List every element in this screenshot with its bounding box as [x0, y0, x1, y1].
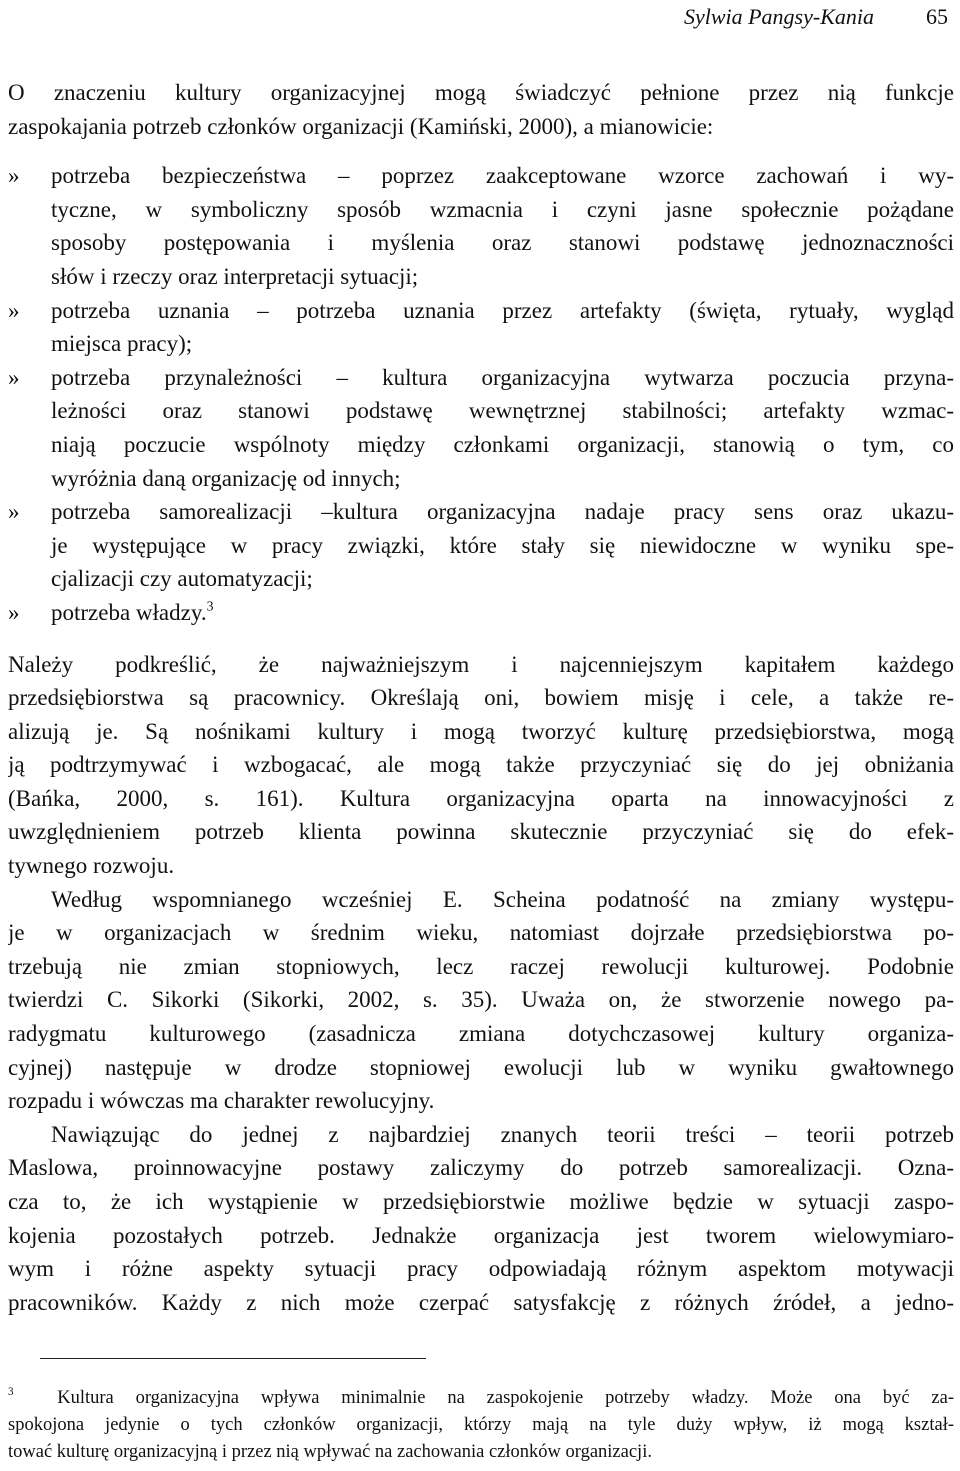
text-line: (Bańka, 2000, s. 161). Kultura organizacyjna oparta na innowacyjności z: [8, 785, 954, 811]
text-line: trzebują nie zmian stopniowych, lecz raczej rewolucji kulturowej. Podobnie: [8, 953, 954, 979]
text-line: rozpadu i wówczas ma charakter rewolucyjny.: [8, 1088, 435, 1114]
bullet-marker: »: [8, 163, 20, 189]
text-line: słów i rzeczy oraz interpretacji sytuacji;: [51, 263, 419, 289]
paragraph: [8, 648, 954, 883]
text-line: potrzeba samorealizacji –kultura organizacyjna nadaje pracy sens oraz ukazu-: [51, 499, 954, 525]
text-line: sposoby postępowania i myślenia oraz stanowi podstawę jednoznaczności: [51, 230, 954, 256]
footnotes: [8, 1385, 954, 1466]
text-line: O znaczeniu kultury organizacyjnej mogą świadczyć pełnione przez nią funkcje: [8, 80, 954, 105]
page-number: 65: [926, 4, 948, 29]
paragraph: [8, 1118, 954, 1320]
bullet-list: [8, 159, 954, 629]
paragraph: [8, 883, 954, 1118]
text-line: kojenia pozostałych potrzeb. Jednakże organizacja jest tworem wielowymiaro-: [8, 1222, 954, 1248]
footnote-line: spokojona jedynie o tych członków organizacji, którzy mają na tyle duży wpływ, iż mogą kształ-: [8, 1415, 954, 1435]
text-line: potrzeba uznania – potrzeba uznania przez artefakty (święta, rytuały, wygląd: [51, 297, 954, 323]
text-line: pracowników. Każdy z nich może czerpać satysfakcję z różnych źródeł, a jedno-: [8, 1289, 954, 1315]
footnote: [8, 1385, 954, 1466]
list-item: [8, 159, 954, 293]
text-line: niają poczucie wspólnoty między członkami organizacji, stanowią o tym, co: [51, 431, 954, 457]
text-line: radygmatu kulturowego (zasadnicza zmiana dotychczasowej kultury organiza-: [8, 1021, 954, 1047]
footnote-line: tować kulturę organizacyjną i przez nią wpływać na zachowania członków organizacji.: [8, 1442, 652, 1462]
running-header: [684, 3, 948, 31]
text-line: uwzględnieniem potrzeb klienta powinna skutecznie przyczyniać się do efek-: [8, 819, 954, 845]
text-line: Maslowa, proinnowacyjne postawy zaliczymy do potrzeb samorealizacji. Ozna-: [8, 1155, 954, 1181]
text-line: potrzeba przynależności – kultura organizacyjna wytwarza poczucia przyna-: [51, 364, 954, 390]
text-line: Należy podkreślić, że najważniejszym i najcenniejszym kapitałem każdego: [8, 651, 954, 677]
bullet-marker: »: [8, 599, 20, 625]
text-line: cyjnej) następuje w drodze stopniowej ewolucji lub w wyniku gwałtownego: [8, 1054, 954, 1080]
footnote-number: 3: [8, 1386, 14, 1399]
footnote-line: [8, 1385, 954, 1412]
text-line: wyróżnia daną organizację od innych;: [51, 465, 401, 491]
footnote-separator: [40, 1358, 426, 1359]
footnote-text: Kultura organizacyjna wpływa minimalnie na zaspokojenie potrzeby władzy. Może ona być za-: [57, 1388, 954, 1408]
text-line: cza to, że ich wystąpienie w przedsiębiorstwie możliwe będzie w sytuacji zaspo-: [8, 1189, 954, 1214]
text-line: leżności oraz stanowi podstawę wewnętrznej stabilności; artefakty wzmac-: [51, 398, 954, 424]
text-line: miejsca pracy);: [51, 331, 193, 357]
text-line: wym i różne aspekty sytuacji pracy odpowiadają różnym aspektom motywacji: [8, 1256, 954, 1282]
list-item: [8, 361, 954, 495]
text-line: tywnego rozwoju.: [8, 853, 175, 879]
text-line: Według wspomnianego wcześniej E. Scheina podatność na zmiany występu-: [51, 886, 954, 912]
text-line: potrzeba bezpieczeństwa – poprzez zaakceptowane wzorce zachowań i wy-: [51, 163, 954, 189]
header-author: Sylwia Pangsy-Kania: [683, 4, 874, 29]
bullet-marker: »: [8, 364, 20, 390]
text-line: je występujące w pracy związki, które stały się niewidoczne w wyniku spe-: [51, 532, 954, 558]
footnote-reference[interactable]: 3: [206, 598, 214, 614]
text-line: cjalizacji czy automatyzacji;: [51, 566, 313, 592]
list-item: [8, 596, 954, 630]
text-line: je w organizacjach w średnim wieku, natomiast dojrzałe przedsiębiorstwa po-: [8, 920, 954, 946]
bullet-marker: »: [8, 297, 20, 323]
list-item: [8, 294, 954, 361]
text-line: potrzeba władzy.: [51, 599, 207, 625]
text-line: twierdzi C. Sikorki (Sikorki, 2002, s. 35). Uważa on, że stworzenie nowego pa-: [8, 987, 954, 1013]
list-item-last: [8, 596, 954, 630]
bullet-marker: »: [8, 499, 20, 525]
intro-paragraph: [8, 76, 954, 143]
list-item: [8, 495, 954, 596]
text-line: zaspokajania potrzeb członków organizacji (Kamiński, 2000), a mianowicie:: [8, 113, 714, 139]
body-text: [8, 76, 954, 1319]
text-line: alizują je. Są nośnikami kultury i mogą tworzyć kulturę przedsiębiorstwa, mogą: [8, 718, 954, 744]
text-line: tyczne, w symboliczny sposób wzmacnia i czyni jasne społecznie pożądane: [51, 196, 954, 222]
text-line: przedsiębiorstwa są pracownicy. Określają oni, bowiem misję i cele, a także re-: [8, 685, 954, 711]
text-line: ją podtrzymywać i wzbogacać, ale mogą także przyczyniać się do jej obniżania: [8, 752, 954, 778]
text-line: Nawiązując do jednej z najbardziej znanych teorii treści – teorii potrzeb: [51, 1121, 954, 1147]
